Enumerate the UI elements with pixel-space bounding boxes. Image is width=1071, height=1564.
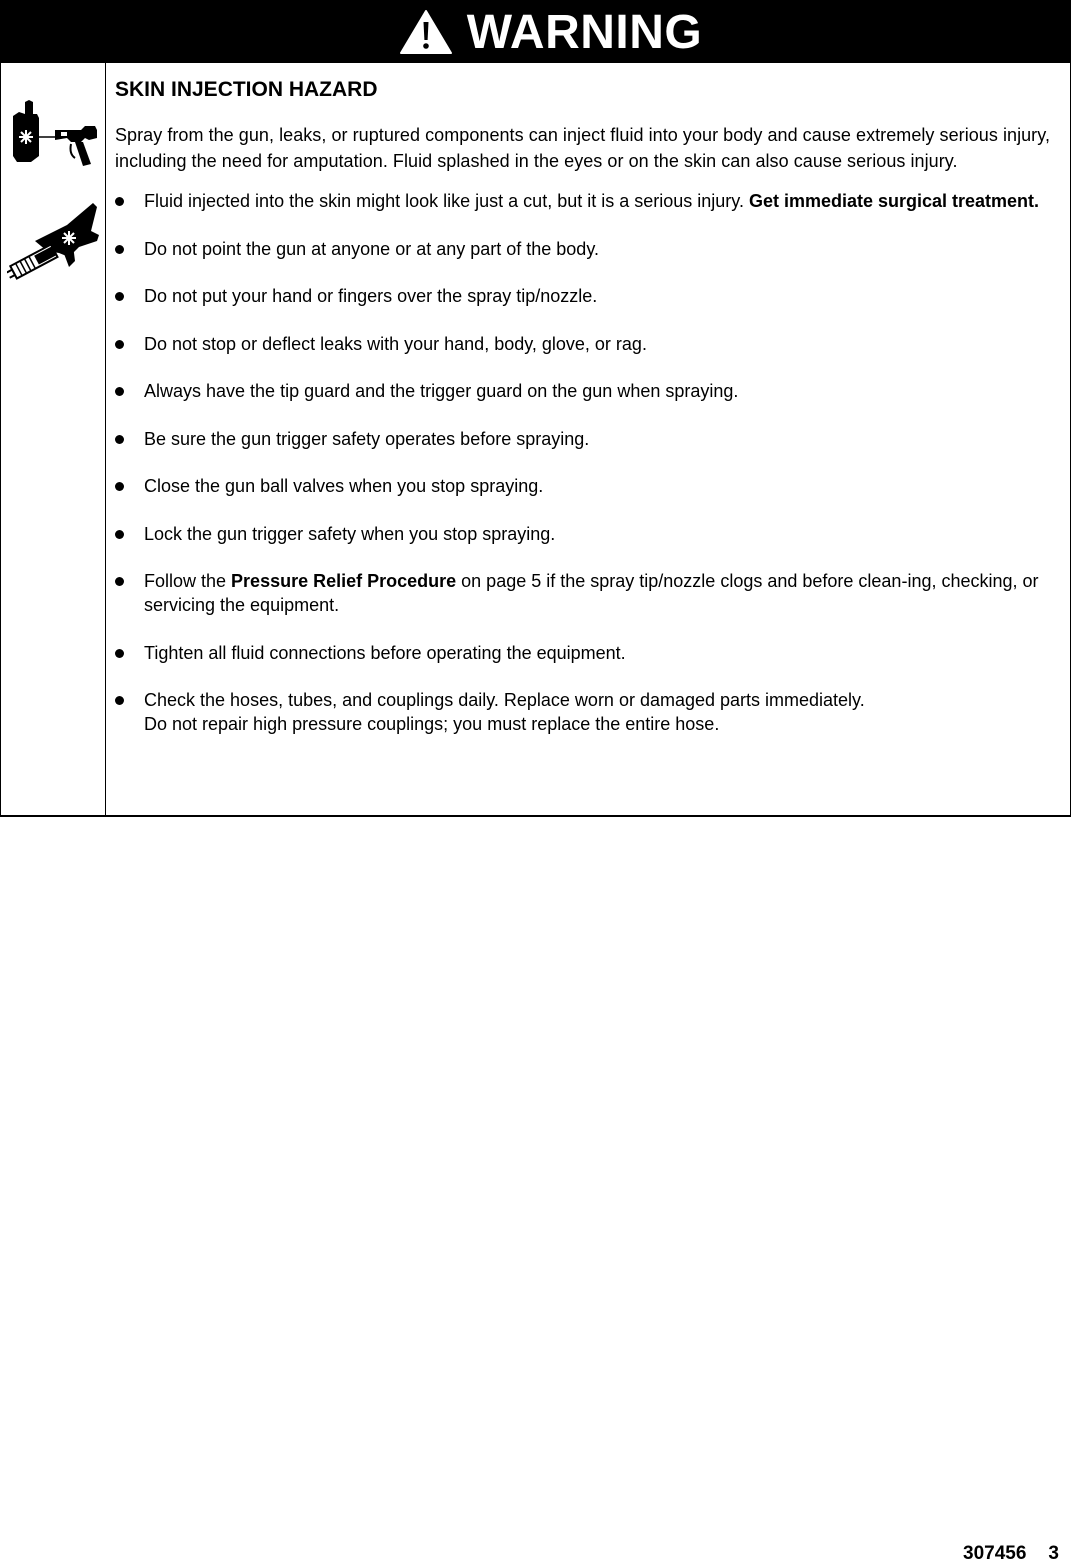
bullet-text: Do not point the gun at anyone or at any part of the body. — [144, 238, 599, 259]
bullet-dot — [115, 435, 124, 444]
hazard-intro: Spray from the gun, leaks, or ruptured components can inject fluid into your body and cause extremely serious injury, including the need for amputation. Fluid splashed in the eyes or on the skin can also cause serious injury. — [115, 125, 1050, 171]
bullet-text: Always have the tip guard and the trigger guard on the gun when spraying. — [144, 381, 739, 401]
hazard-content — [115, 77, 1065, 760]
bullet-emphasis: Get immediate surgical treatment. — [748, 191, 1040, 211]
bullet-text: Fluid injected into the skin might look like just a cut, but it is a serious injury. — [144, 191, 749, 211]
list-item — [115, 332, 1065, 356]
pressure-relief-reference: Pressure Relief Procedure — [231, 571, 457, 591]
bullet-text: Be sure the gun trigger safety operates before spraying. — [144, 428, 590, 449]
bullet-dot — [115, 387, 124, 396]
page-number: 3 — [1048, 1543, 1059, 1564]
list-item — [115, 641, 1065, 665]
bullet-text: Follow the — [144, 571, 232, 591]
warning-banner — [0, 0, 1071, 63]
document-number: 307456 — [963, 1543, 1027, 1564]
bullet-dot — [115, 649, 124, 658]
hazard-box — [0, 63, 1071, 817]
list-item — [115, 569, 1065, 617]
bullet-dot — [115, 245, 124, 254]
page-footer — [963, 1544, 1059, 1563]
hazard-heading: SKIN INJECTION HAZARD — [115, 78, 378, 101]
bullet-text-continued: on page 5 if the spray tip/nozzle clogs and before clean-ing, checking, or servicing the equipment. — [144, 571, 1039, 615]
bullet-text: Check the hoses, tubes, and couplings daily. Replace worn or damaged parts immediately. — [144, 690, 865, 710]
column-divider — [105, 63, 106, 815]
hazard-bullet-list — [115, 189, 1065, 736]
bullet-dot — [115, 197, 124, 206]
bullet-dot — [115, 292, 124, 301]
bullet-dot — [115, 577, 124, 586]
list-item — [115, 688, 1065, 736]
warning-triangle-icon — [399, 9, 453, 55]
bullet-dot — [115, 340, 124, 349]
hand-hose-injection-icon — [7, 201, 101, 299]
bullet-text: Lock the gun trigger safety when you stop spraying. — [144, 523, 556, 544]
bullet-text: Do not put your hand or fingers over the spray tip/nozzle. — [144, 286, 598, 306]
bullet-text: Do not stop or deflect leaks with your hand, body, glove, or rag. — [144, 333, 647, 354]
list-item — [115, 427, 1065, 451]
list-item — [115, 474, 1065, 498]
bullet-dot — [115, 482, 124, 491]
bullet-dot — [115, 696, 124, 705]
list-item — [115, 189, 1065, 213]
warning-title: WARNING — [466, 5, 703, 59]
list-item — [115, 379, 1065, 403]
bullet-dot — [115, 530, 124, 539]
bullet-text: Tighten all fluid connections before operating the equipment. — [144, 642, 626, 663]
list-item — [115, 237, 1065, 261]
list-item — [115, 284, 1065, 308]
warning-banner-content — [399, 7, 702, 57]
bullet-text: Close the gun ball valves when you stop spraying. — [144, 476, 544, 496]
list-item — [115, 522, 1065, 546]
spray-gun-injection-icon — [11, 98, 99, 170]
bullet-text-line2: Do not repair high pressure couplings; you must replace the entire hose. — [144, 714, 720, 734]
